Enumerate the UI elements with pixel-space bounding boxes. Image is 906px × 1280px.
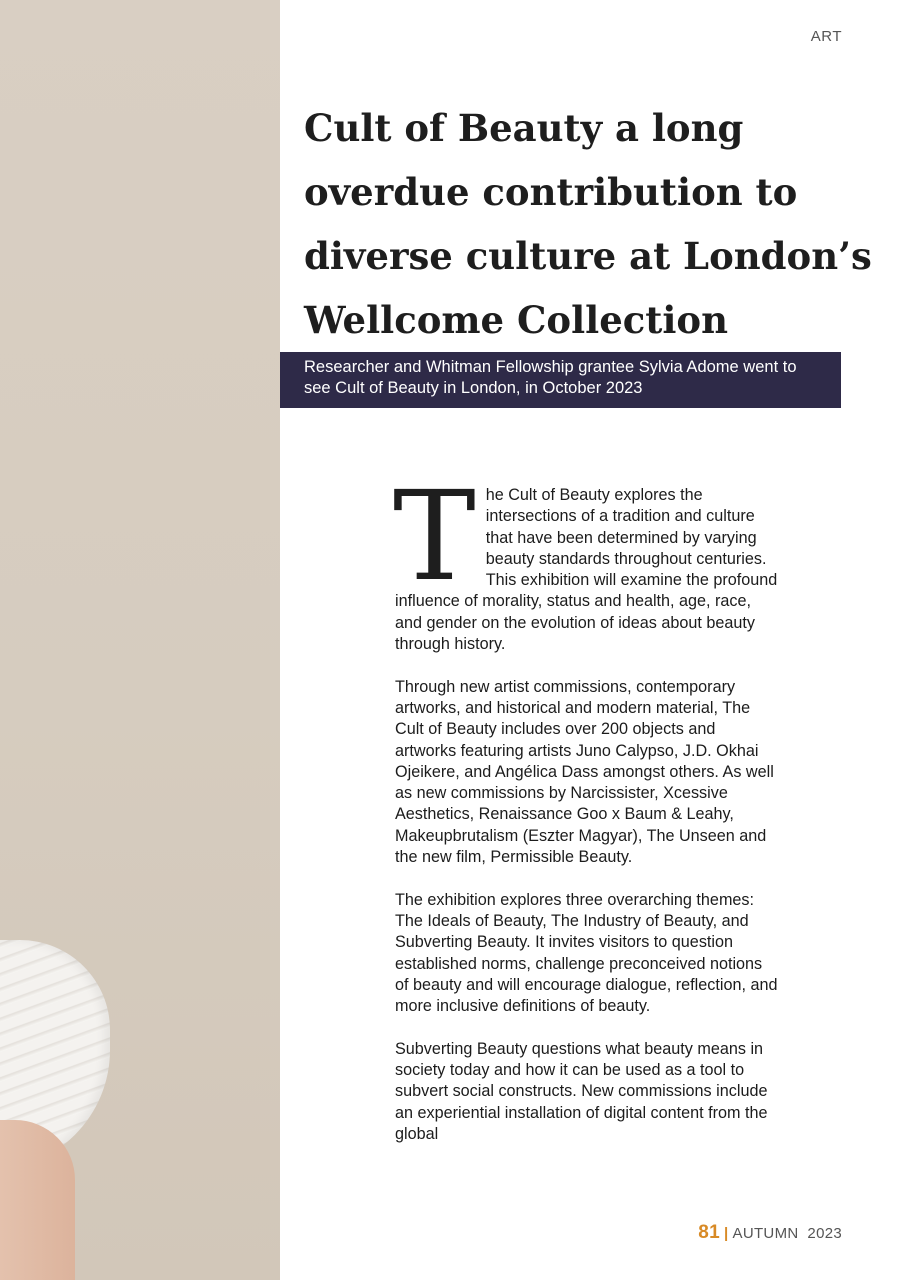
- standfirst-banner: Researcher and Whitman Fellowship grantee Sylvia Adome went to see Cult of Beauty in London, in October 2023: [280, 352, 841, 408]
- issue-label: AUTUMN 2023: [732, 1225, 842, 1242]
- paragraph-2: Through new artist commissions, contemporary artworks, and historical and modern material, The Cult of Beauty includes over 200 objects and artworks featuring artists Juno Calypso, J.D. Okhai Ojeikere, and Angélica Dass amongst others. As well as new commissions by Narcissister, Xcessive Aesthetics, Renaissance Goo x Baum & Leahy, Makeupbrutalism (Eszter Magyar), The Unseen and the new film, Permissible Beauty.: [395, 677, 774, 867]
- footer-separator: |: [724, 1225, 729, 1242]
- drop-cap: T: [393, 465, 476, 609]
- article-headline: Cult of Beauty a long overdue contribution to diverse culture at London’s Wellcome Collection: [304, 106, 872, 342]
- page-footer: [698, 1222, 842, 1244]
- paragraph-3: The exhibition explores three overarching themes: The Ideals of Beauty, The Industry of Beauty, and Subverting Beauty. It invites visitors to question established norms, challenge preconceived notions of beauty and will encourage dialogue, reflection, and more inclusive definitions of beauty.: [395, 890, 778, 1016]
- paragraph-1: [393, 465, 779, 655]
- section-label: ART: [810, 28, 842, 45]
- page-number: 81: [698, 1222, 721, 1243]
- cover-photo: [0, 0, 280, 1280]
- paragraph-4: Subverting Beauty questions what beauty means in society today and how it can be used as a tool to subvert social constructs. New commissions include an experiential installation of digital content from the global: [395, 1039, 768, 1143]
- article-body: [393, 465, 779, 1167]
- paragraph-1-text: he Cult of Beauty explores the intersections of a tradition and culture that have been determined by varying beauty standards throughout centuries. This exhibition will examine the profound influence of morality, status and health, age, race, and gender on the evolution of ideas about beauty through history.: [395, 486, 778, 654]
